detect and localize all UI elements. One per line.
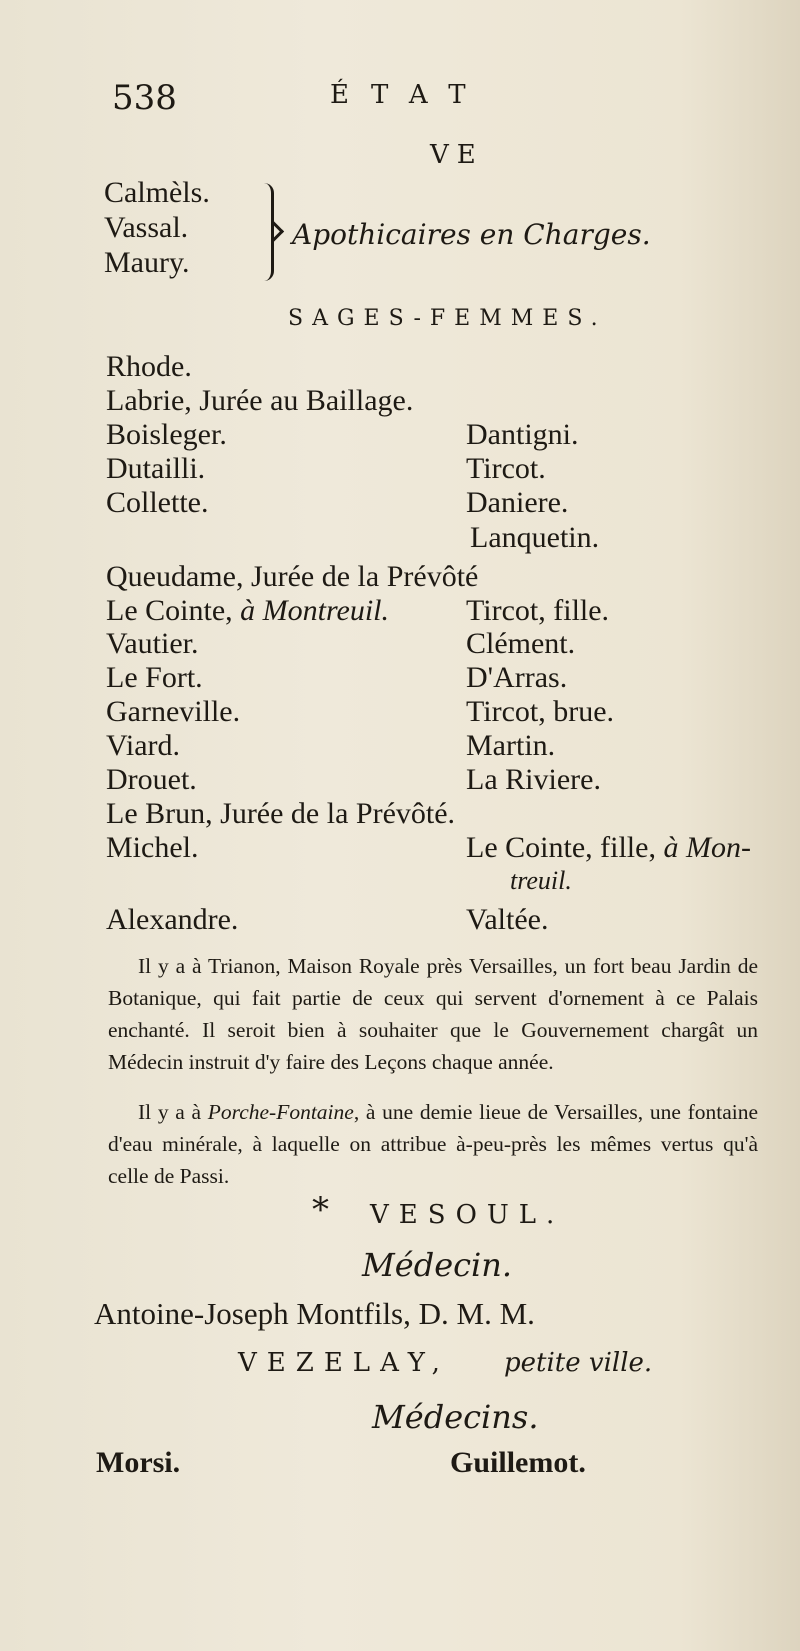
sage-femme-place: treuil. <box>510 866 572 895</box>
section-heading-ve: VE <box>430 140 484 170</box>
note-porche-rest: , à une demie lieue de Versailles, une fontaine d'eau minérale, à laquelle on attribue à-peu-près les mêmes vertus qu'à celle de Passi. <box>108 1100 759 1188</box>
sage-femme-name: Drouet. <box>106 763 197 796</box>
apothicaire-name: Maury. <box>104 246 190 279</box>
sage-femme-name: Boisleger. <box>106 418 227 451</box>
sage-femme-name: Valtée. <box>466 903 549 936</box>
sage-femme-name-text: Le Cointe, <box>106 594 241 627</box>
sage-femme-place: à Mon- <box>663 831 751 864</box>
vezelay-qualifier: petite ville. <box>504 1348 653 1378</box>
apothicaire-name: Vassal. <box>104 211 189 244</box>
note-porche-fontaine <box>108 1096 758 1192</box>
sage-femme-name: Queudame, Jurée de la Prévôté <box>106 560 479 593</box>
apothicaire-name: Calmèls. <box>104 176 210 209</box>
sage-femme-name: Tircot. <box>466 452 546 485</box>
sage-femme-name: Dantigni. <box>466 418 579 451</box>
note-porche-prefix: Il y a à <box>138 1100 208 1124</box>
sage-femme-name: Clément. <box>466 627 576 660</box>
sage-femme-name: Lanquetin. <box>470 521 600 554</box>
sage-femme-name: Tircot, fille. <box>466 594 610 627</box>
sage-femme-name: Le Fort. <box>106 661 203 694</box>
vesoul-subheading: Médecin. <box>362 1246 513 1284</box>
vezelay-physician: Morsi. <box>96 1446 181 1479</box>
running-title: ÉTAT <box>330 80 488 110</box>
sage-femme-name: Dutailli. <box>106 452 206 485</box>
sage-femme-name <box>466 831 751 865</box>
vesoul-physician: Antoine-Joseph Montfils, D. M. M. <box>94 1296 535 1331</box>
sage-femme-name: Viard. <box>106 729 181 762</box>
sage-femme-name: Tircot, brue. <box>466 695 615 728</box>
sage-femme-name: Alexandre. <box>106 903 239 936</box>
sages-femmes-heading: SAGES-FEMMES. <box>288 306 607 331</box>
city-heading-vezelay: VEZELAY, <box>238 1348 450 1378</box>
sage-femme-name: Collette. <box>106 486 209 519</box>
sage-femme-name: Rhode. <box>106 350 192 383</box>
sage-femme-name: Le Brun, Jurée de la Prévôté. <box>106 797 456 830</box>
city-heading-vesoul: VESOUL. <box>370 1200 565 1230</box>
vezelay-subheading: Médecins. <box>372 1398 539 1436</box>
sage-femme-name: Michel. <box>106 831 199 864</box>
sage-femme-name: Martin. <box>466 729 556 762</box>
sage-femme-name <box>106 594 389 628</box>
sage-femme-name: Garneville. <box>106 695 241 728</box>
note-porche-name: Porche-Fontaine <box>207 1100 354 1124</box>
apothicaires-label: Apothicaires en Charges. <box>292 218 651 251</box>
asterisk-icon: * <box>312 1190 329 1230</box>
sage-femme-name: La Riviere. <box>466 763 601 796</box>
sage-femme-name: Vautier. <box>106 627 199 660</box>
sage-femme-place: à Montreuil. <box>240 594 390 627</box>
vezelay-physician: Guillemot. <box>450 1446 586 1479</box>
note-trianon: Il y a à Trianon, Maison Royale près Versailles, un fort beau Jardin de Botanique, qui fait partie de ceux qui servent d'ornement à ce Palais enchanté. Il seroit bien à souhaiter que le Gouvernement chargât un Médecin instruit d'y faire des Leçons chaque année. <box>108 954 758 1074</box>
sage-femme-name: Daniere. <box>466 486 569 519</box>
sage-femme-name: Labrie, Jurée au Baillage. <box>106 384 414 417</box>
page-number: 538 <box>112 78 177 118</box>
sage-femme-name: D'Arras. <box>466 661 568 694</box>
sage-femme-name-text: Le Cointe, fille, <box>466 831 664 864</box>
